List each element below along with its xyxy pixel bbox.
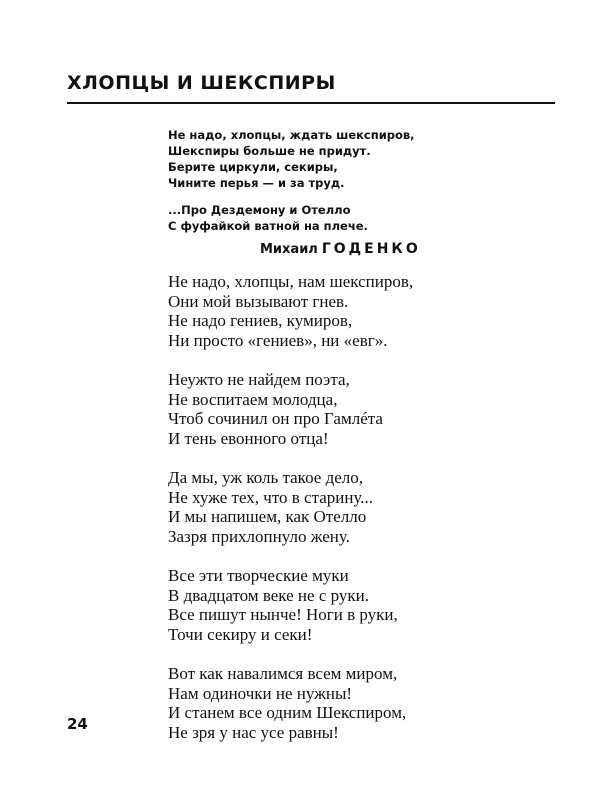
poem-line: И мы напишем, как Отелло [168, 507, 367, 526]
poem-line: Зазря прихлопнуло жену. [168, 526, 350, 546]
poem-line: Точи секиру и секи! [168, 624, 313, 644]
poem-line: Все эти творческие муки [168, 566, 349, 585]
poem-line: Да мы, уж коль такое дело, [168, 468, 364, 487]
poem-stanza [168, 370, 413, 448]
poem-line: Не зря у нас усе равны! [168, 722, 339, 742]
poem-stanza [168, 664, 413, 742]
title-divider [67, 102, 555, 104]
page-title: ХЛОПЦЫ И ШЕКСПИРЫ [67, 72, 336, 94]
page-number: 24 [67, 715, 88, 733]
poem-stanza [168, 566, 413, 644]
poem-line: Не надо гениев, кумиров, [168, 311, 353, 330]
poem-line: Все пишут нынче! Ноги в руки, [168, 605, 398, 624]
poem-line: Неужто не найдем поэта, [168, 370, 350, 389]
poem-line: И тень евонного отца! [168, 428, 329, 448]
poem-author [260, 238, 421, 260]
poem-line: И станем все одним Шекспиром, [168, 703, 407, 722]
poem-line: Чтоб сочинил он про Гамлéта [168, 409, 383, 428]
epigraph-line: С фуфайкой ватной на плече. [168, 219, 368, 233]
poem-line: Ни просто «гениев», ни «евг». [168, 330, 388, 350]
poem-line: Вот как навалимся всем миром, [168, 664, 398, 683]
poem-line: Не надо, хлопцы, нам шекспиров, [168, 272, 414, 291]
poem-line: Не хуже тех, что в старину... [168, 487, 374, 507]
poem-stanza [168, 272, 413, 350]
epigraph-line: Берите циркули, секиры, [168, 160, 338, 174]
poem-line: Они мой вызывают гнев. [168, 291, 349, 311]
epigraph-line: ...Про Дездемону и Отелло [168, 203, 351, 217]
epigraph-line: Чините перья — и за труд. [168, 176, 345, 190]
poem-body [168, 272, 413, 762]
poem-line: Не воспитаем молодца, [168, 389, 338, 409]
epigraph-line: Не надо, хлопцы, ждать шекспиров, [168, 128, 415, 142]
epigraph [168, 127, 415, 245]
epigraph-stanza [168, 127, 415, 191]
poem-stanza [168, 468, 413, 546]
author-last-name: ГОДЕНКО [321, 241, 421, 257]
author-first-name: Михаил [260, 242, 318, 257]
epigraph-stanza [168, 202, 415, 234]
poem-line: Нам одиночки не нужны! [168, 683, 353, 703]
poem-line: В двадцатом веке не с руки. [168, 585, 370, 605]
epigraph-line: Шекспиры больше не придут. [168, 144, 371, 158]
